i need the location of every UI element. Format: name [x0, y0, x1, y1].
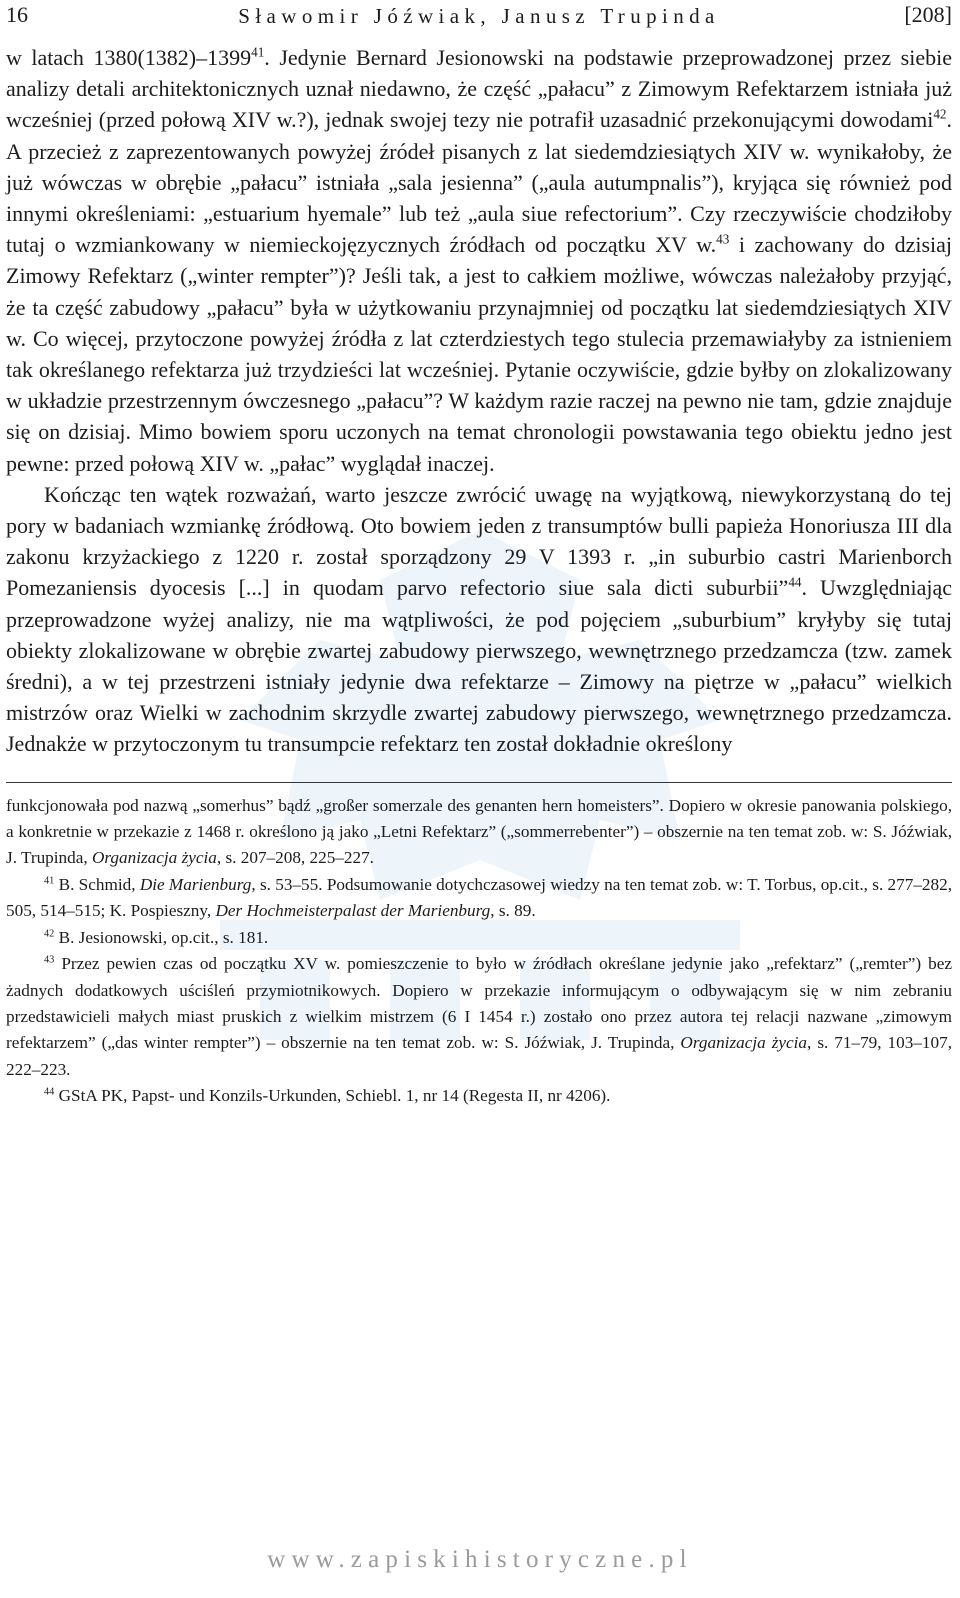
text-span: funkcjonowała pod nazwą „somerhus” bądź „großer somerzale des genanten hern homeisters”. Dopiero w okresie panowania polskiego, a konkretnie w przekazie z 1468 r. określono ją jako „Letni Refektarz” („sommerrebenter”) – obszernie na ten temat zob. w: S. Jóźwiak, J. Trupinda, — [6, 795, 952, 868]
text-span: , s. 53–55. Podsumowanie dotychczasowej wiedzy na ten temat zob. w: T. Torbus, op.cit., s. 277–282, 505, 514–515; K. Pospieszny, — [6, 874, 953, 921]
text-span: . Uwzględniając przeprowadzone wyżej analizy, nie ma wątpliwości, że pod pojęciem „suburbium” kryłyby się tutaj obiekty zlokalizowane w obrębie zwartej zabudowy pierwszego, wewnętrznego przedzamcza (tzw. zamek średni), a w tej przestrzeni istniały jedynie dwa refektarze – Zimowy na piętrze w „pałacu” wielkich mistrzów oraz Wielki w zachodnim skrzydle zwartej zabudowy pierwszego, wewnętrznego przedzamcza. Jednakże w przytoczonym tu transumpcie refektarz ten został dokładnie określony — [6, 575, 952, 757]
cited-title: Organizacja życia — [91, 848, 217, 868]
running-title: Sławomir Jóźwiak, Janusz Trupinda — [238, 4, 720, 28]
text-span: , s. 207–208, 225–227. — [216, 848, 374, 868]
footnote-number: 42 — [44, 927, 55, 939]
cited-title: Organizacja życia — [680, 1033, 808, 1053]
text-span: GStA PK, Papst- und Konzils-Urkunden, Schiebl. 1, nr 14 (Regesta II, nr 4206). — [54, 1086, 611, 1106]
main-text — [6, 42, 952, 760]
footnote-ref-43[interactable]: 43 — [716, 231, 730, 247]
footnotes — [6, 793, 952, 1110]
text-span: Przez pewien czas od początku XV w. pomieszczenie to było w źródłach określane jedynie jako „refektarz” („remter”) bez żadnych dodatkowych uściśleń przymiotnikowych. Dopiero w przekazie informującym o odbywającym się w nim zebraniu przedstawicieli małych miast pruskich z wielkim mistrzem (6 I 1454 r.) zostało ono przez autora tej relacji nazwane „zimowym refektarzem” („das winter rempter”) – obszernie na ten temat zob. w: S. Jóźwiak, J. Trupinda, — [6, 954, 952, 1053]
footnote-ref-41[interactable]: 41 — [251, 44, 265, 60]
text-span: . Jedynie Bernard Jesionowski na podstawie przeprowadzonej przez siebie analizy detali architektonicznych uznał niedawno, że część „pałacu” z Zimowym Refektarzem istniała już wcześniej (przed połową XIV w.?), jednak swojej tezy nie potrafił uzasadnić przekonującymi dowodami — [6, 45, 952, 133]
text-span: Kończąc ten wątek rozważań, warto jeszcze zwrócić uwagę na wyjątkową, niewykorzystaną do tej pory w badaniach wzmiankę źródłową. Oto bowiem jeden z transumptów bulli papieża Honoriusza III dla zakonu krzyżackiego z 1220 r. został sporządzony 29 V 1393 r. „in suburbio castri Marienborch Pomezaniensis dyocesis [...] in quodam parvo refectorio siue sala dicti suburbii” — [6, 481, 952, 601]
text-span: B. Jesionowski, op.cit., s. 181. — [54, 927, 269, 947]
page-header — [6, 0, 952, 34]
document-page — [6, 0, 952, 1110]
text-span: w latach 1380(1382)–1399 — [6, 45, 252, 70]
text-span: , s. 71–79, 103–107, 222–223. — [6, 1033, 952, 1079]
footnote-number: 44 — [44, 1086, 55, 1098]
page-number: 16 — [6, 2, 28, 27]
text-span: . A przecież z zaprezentowanych powyżej źródeł pisanych z lat siedemdziesiątych XIV w. wynikałoby, że już wówczas w obrębie „pałacu” istniała „sala jesienna” („aula autumpnalis”), kryjąca się również pod innymi określeniami: „estuarium hyemale” lub też „aula siue refectorium”. Czy rzeczywiście chodziłoby tutaj o wzmiankowany w niemieckojęzycznych źródłach od początku XV w. — [6, 107, 952, 258]
paragraph-2 — [6, 479, 952, 760]
footnote-number: 43 — [44, 954, 55, 966]
text-span: , s. 89. — [490, 901, 536, 921]
text-span: i zachowany do dzisiaj Zimowy Refektarz („winter rempter”)? Jeśli tak, a jest to całkiem możliwe, wówczas należałoby przyjąć, że ta część zabudowy „pałacu” była w użytkowaniu przynajmniej od początku lat siedemdziesiątych XIV w. Co więcej, przytoczone powyżej źródła z lat czterdziestych tego stulecia przemawiałyby za istnieniem tak określanego refektarza już trzydzieści lat wcześniej. Pytanie oczywiście, gdzie byłby on zlokalizowany w układzie przestrzennym ówczesnego „pałacu”? W każdym razie raczej na pewno nie tam, gdzie znajduje się on dzisiaj. Mimo bowiem sporu uczonych na temat chronologii powstawania tego obiektu jedno jest pewne: przed połową XIV w. „pałac” wyglądał inaczej. — [6, 232, 952, 476]
footnote-42 — [6, 925, 952, 951]
footnote-ref-44[interactable]: 44 — [788, 575, 802, 591]
paragraph-1 — [6, 42, 952, 479]
footnote-continuation — [6, 793, 952, 872]
footnote-43 — [6, 951, 952, 1083]
footnote-ref-42[interactable]: 42 — [933, 107, 947, 123]
footnote-divider — [6, 782, 952, 783]
footnote-41 — [6, 872, 952, 925]
cited-title: Der Hochmeisterpalast der Marienburg — [215, 901, 491, 921]
text-span: B. Schmid, — [54, 874, 140, 894]
footnote-44 — [6, 1083, 952, 1109]
footnote-number: 41 — [44, 875, 55, 887]
footer-url[interactable]: www.zapiskihistoryczne.pl — [267, 1546, 693, 1573]
article-number: [208] — [904, 2, 952, 27]
cited-title: Die Marienburg — [139, 874, 252, 894]
